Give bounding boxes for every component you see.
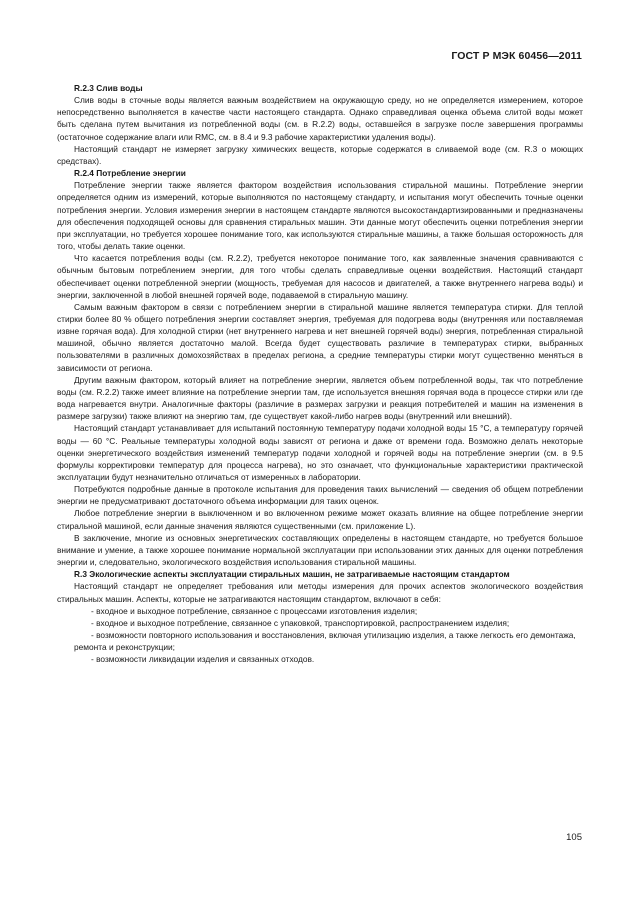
document-body bbox=[57, 82, 583, 666]
paragraph: Настоящий стандарт не измеряет загрузку химических веществ, которые содержатся в сливаемой воде (см. R.3 о моющих средствах). bbox=[57, 143, 584, 166]
paragraph: Настоящий стандарт не определяет требования или методы измерения для прочих аспектов экологического воздействия стиральных машин. Аспекты, которые не затрагиваются настоящим стандартом, включают в себя: bbox=[57, 581, 583, 604]
paragraph: Самым важным фактором в связи с потреблением энергии в стиральной машине является температура стирки. Для теплой стирки более 80 % общего потребления энергии составляет энергия, требуемая для подогрева воды (внутренняя или поставляемая извне горячая вода). Для холодной стирки (нет внутреннего нагрева и нет внешней горячей воды) энергия, потребленная стиральной машиной, обычно является достаточно малой. Всегда будет существовать различие в температурах стирки, выбранных пользователями в различных домохозяйствах в пределах региона, а средние температуры стирки могут существенно меняться в зависимости от региона. bbox=[57, 301, 583, 373]
section-heading-r23: R.2.3 Слив воды bbox=[74, 83, 143, 93]
section-heading-r3: R.3 Экологические аспекты эксплуатации стиральных машин, не затрагиваемые настоящим стандартом bbox=[74, 569, 510, 580]
paragraph: Что касается потребления воды (см. R.2.2), требуется некоторое понимание того, как заявленные значения сравниваются с обычным бытовым потреблением энергии, для того чтобы сделать справедливые оценки воздействия. Настоящий стандарт обеспечивает оценки потребленной энергии (мощность, требуемая для насосов и двигателей, а также внутреннего нагрева воды) и энергии, заключенной в любой внешней горячей воде, подаваемой в стиральную машину. bbox=[57, 253, 583, 300]
document-header: ГОСТ Р МЭК 60456—2011 bbox=[451, 50, 582, 62]
paragraph: Потребление энергии также является фактором воздействия использования стиральной машины. Потребление энергии определяется одним из измерений, которые выполняются по настоящему стандарту, и испытания могут обеспечить точные оценки потребления энергии. Условия измерения энергии в настоящем стандарте являются высокостандартизированными и предназначены для обеспечения подходящей основы для сравнения стиральных машин. Эти данные могут обеспечить оценки потребления энергии при эксплуатации, но требуется хорошее понимание того, как используются стиральные машины, а также большая осторожность для того, чтобы делать такие оценки. bbox=[57, 180, 583, 252]
list-item: - возможности ликвидации изделия и связанных отходов. bbox=[91, 654, 315, 665]
paragraph: Любое потребление энергии в выключенном и во включенном режиме может оказать влияние на общее потребление энергии стиральной машиной, если данные значения являются существенными (см. приложение L). bbox=[57, 508, 583, 531]
paragraph: Настоящий стандарт устанавливает для испытаний постоянную температуру подачи холодной воды 15 °С, а температуру горячей воды — 60 °С. Реальные температуры холодной воды зависят от региона и даже от времени года. Возможно делать некоторые оценки энергетического воздействия изменений температур подачи холодной и горячей воды на потребление энергии (см. в 9.5 формулы корректировки температур для процесса нагрева), но это означает, что функциональные характеристики практической эксплуатации будут незначительно отличаться от измеренных в лаборатории. bbox=[57, 423, 583, 482]
paragraph: Другим важным фактором, который влияет на потребление энергии, является объем потребленной воды, так что потребление воды (см. R.2.2) также имеет влияние на потребление энергии там, где используется внешняя горячая вода в процессе стирки или где вода нагревается внутри. Аналогичные факторы (различие в размерах загрузки и реакция потребителей и машин на изменения в размере загрузки) также влияют на энергию там, где существует какой-либо нагрев воды (внутренний или внешний). bbox=[57, 374, 583, 422]
page-number: 105 bbox=[566, 832, 582, 843]
list-item: - входное и выходное потребление, связанное с процессами изготовления изделия; bbox=[91, 605, 418, 616]
list-item: - возможности повторного использования и восстановления, включая утилизацию изделия, а также легкость его демонтажа, ремонта и реконструкции; bbox=[74, 630, 576, 653]
section-heading-r24: R.2.4 Потребление энергии bbox=[74, 168, 186, 179]
paragraph: Потребуются подробные данные в протоколе испытания для проведения таких вычислений — сведения об общем потреблении энергии не предусматривают достаточного объема информации для таких оценок. bbox=[57, 484, 583, 507]
paragraph: Слив воды в сточные воды является важным воздействием на окружающую среду, но не определяется измерением, которое непосредственно выполняется в качестве части настоящего стандарта. Однако справедливая оценка объема слитой воды может быть сделана путем вычитания из потребленной воды (см. в R.2.2) воды, оставшейся в загрузке после завершения программы (остаточное содержание влаги или RMC, см. в 8.4 и 9.3 рабочие характеристики удаления воды). bbox=[57, 95, 583, 142]
paragraph: В заключение, многие из основных энергетических составляющих определены в настоящем стандарте, но требуется большое внимание и умение, а также хорошее понимание нормальной эксплуатации при использовании этих данных для оценки потребления энергии и, следовательно, экологического воздействия использования стиральной машины. bbox=[57, 532, 583, 568]
list-item: - входное и выходное потребление, связанное с упаковкой, транспортировкой, распространением изделия; bbox=[91, 617, 510, 628]
